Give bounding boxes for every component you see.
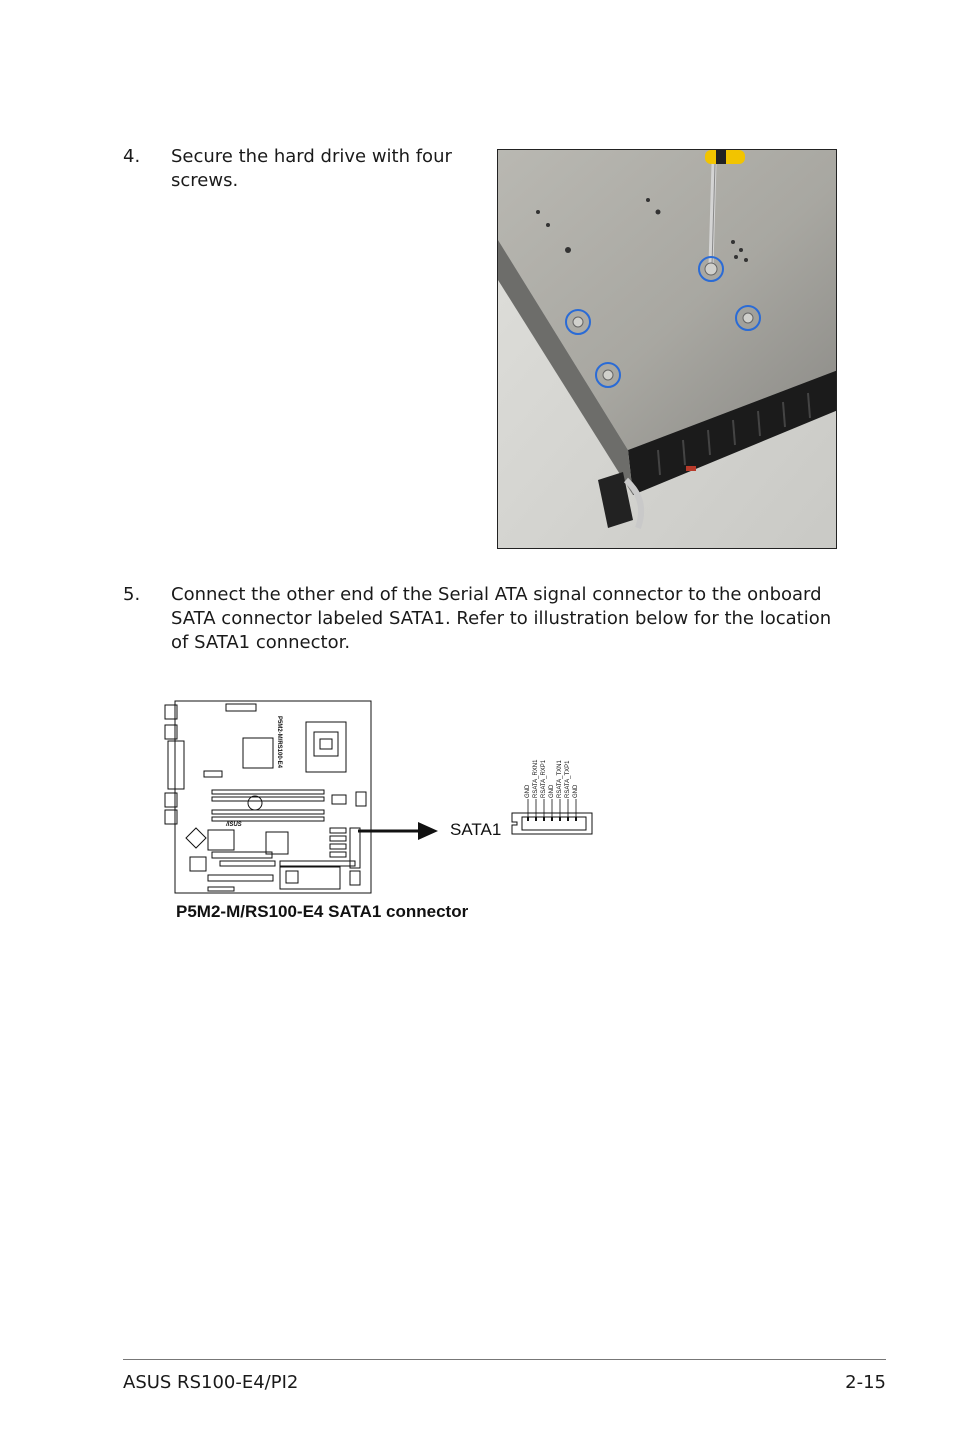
pin-label: RSATA_RXN1 <box>533 759 539 798</box>
board-model-label: P5M2-M/RS100-E4 <box>276 716 282 769</box>
footer-divider <box>123 1359 886 1360</box>
motherboard-diagram <box>160 695 620 930</box>
sata1-label: SATA1 <box>450 820 502 839</box>
pin-label: RSATA_TXN1 <box>557 760 563 798</box>
asus-logo: /ISUS <box>226 822 242 828</box>
hard-drive-screws-photo <box>497 149 837 549</box>
step-text: Secure the hard drive with four screws. <box>171 146 452 191</box>
pin-label: GND <box>549 784 555 798</box>
step-number: 4. <box>123 146 141 167</box>
step-number: 5. <box>123 584 141 605</box>
diagram-caption: P5M2-M/RS100-E4 SATA1 connector <box>176 902 469 921</box>
pin-label: RSATA_RXP1 <box>541 759 547 798</box>
pin-label: RSATA_TXP1 <box>565 760 571 798</box>
step-text: Connect the other end of the Serial ATA signal connector to the onboard SATA connector labeled SATA1. Refer to illustration below for the location of SATA1 connector. <box>171 584 832 653</box>
pin-label: GND <box>573 784 579 798</box>
pin-label: GND <box>525 784 531 798</box>
footer-product-name: ASUS RS100-E4/PI2 <box>123 1372 299 1393</box>
page-number: 2-15 <box>845 1372 886 1393</box>
